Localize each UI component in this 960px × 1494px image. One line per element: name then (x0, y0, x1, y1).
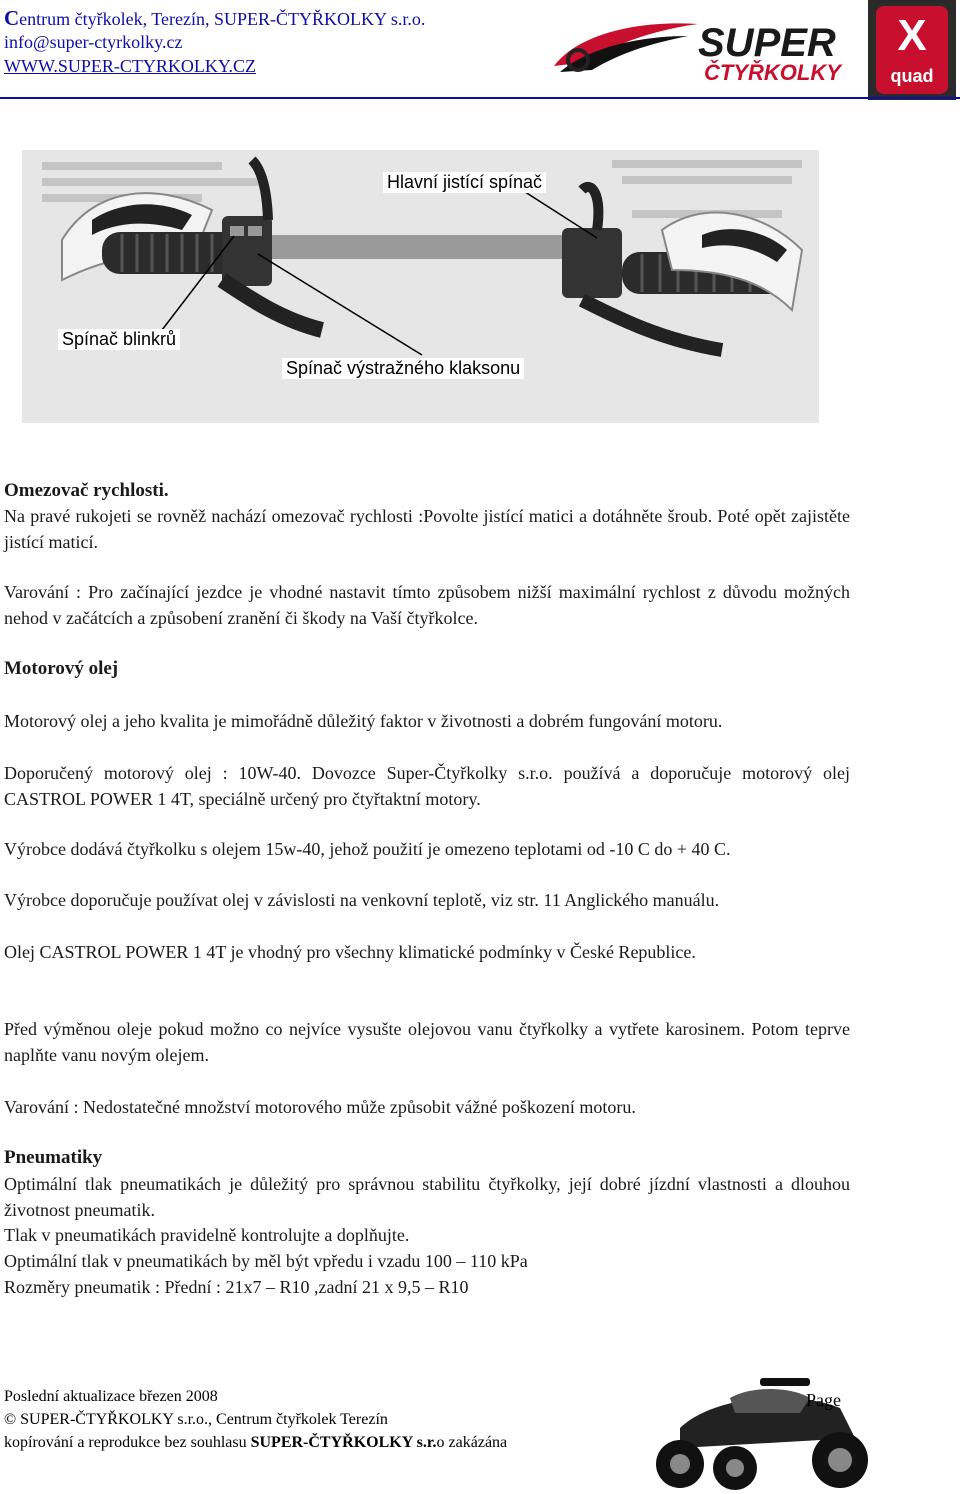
copy-notice-prefix: kopírování a reprodukce bez souhlasu (4, 1434, 251, 1451)
callout-horn-switch: Spínač výstražného klaksonu (282, 358, 524, 379)
engine-oil-quality: Motorový olej a jeho kvalita je mimořádně důležitý faktor v životnosti a dobrém fungování motoru. (4, 711, 723, 731)
callout-main-switch: Hlavní jistící spínač (383, 172, 546, 193)
footer-page-label: Page (806, 1390, 841, 1410)
logo-ctyrkolky-text: ČTYŘKOLKY (704, 60, 841, 85)
tyres-heading: Pneumatiky (4, 1147, 103, 1168)
header-divider (0, 97, 960, 99)
engine-oil-temperature: Výrobce doporučuje používat olej v závislosti na venkovní teplotě, viz str. 11 Anglického manuálu. (4, 890, 720, 910)
copyright-symbol: © (4, 1411, 17, 1428)
footer-copy-notice (4, 1434, 507, 1452)
header-email[interactable]: info@super-ctyrkolky.cz (4, 32, 183, 52)
copy-notice-suffix: o zakázána (436, 1434, 508, 1451)
engine-oil-warning: Varování : Nedostatečné množství motorového může způsobit vážné poškození motoru. (4, 1097, 636, 1117)
speed-limiter-heading: Omezovač rychlosti. (4, 480, 169, 501)
footer-copyright (4, 1411, 388, 1429)
engine-oil-heading: Motorový olej (4, 658, 119, 679)
x-quad-badge (868, 0, 956, 100)
engine-oil-recommended: Doporučený motorový olej : 10W-40. Dovozce Super-Čtyřkolky s.r.o. používá a doporučuje motorový olej CASTROL POWER 1 4T, speciálně určený pro čtyřtaktní motory. (4, 763, 850, 809)
tyres-dimensions: Rozměry pneumatik : Přední : 21x7 – R10 ,zadní 21 x 9,5 – R10 (4, 1277, 469, 1297)
badge-x-letter: X (897, 11, 927, 60)
engine-oil-factory: Výrobce dodává čtyřkolku s olejem 15w-40, jehož použití je omezeno teplotami od -10 C do + 40 C. (4, 839, 731, 859)
copyright-text: SUPER-ČTYŘKOLKY s.r.o., Centrum čtyřkolek Terezín (20, 1411, 388, 1428)
engine-oil-change: Před výměnou oleje pokud možno co nejvíce vysušte olejovou vanu čtyřkolky a vytřete karosinem. Potom teprve naplňte vanu novým olejem. (4, 1019, 850, 1065)
header-website-link[interactable]: WWW.SUPER-CTYRKOLKY.CZ (4, 56, 257, 76)
tyres-pressure-value: Optimální tlak v pneumatikách by měl být vpředu i vzadu 100 – 110 kPa (4, 1251, 528, 1271)
speed-limiter-text: Na pravé rukojeti se rovněž nachází omezovač rychlosti :Povolte jistící matici a dotáhněte šroub. Poté opět zajistěte jistící maticí. (4, 506, 850, 552)
speed-limiter-warning: Varování : Pro začínající jezdce je vhodné nastavit tímto způsobem nižší maximální rychlost z důvodu možných nehod v začátcích a způsobení zranění či škody na Vaší čtyřkolce. (4, 582, 850, 628)
logo-super-text: SUPER (698, 21, 836, 65)
tyres-check: Tlak v pneumatikách pravidelně kontrolujte a doplňujte. (4, 1225, 410, 1245)
callout-blinker-switch: Spínač blinkrů (58, 329, 180, 350)
super-ctyrkolky-logo (548, 6, 858, 90)
header-company (4, 6, 425, 31)
company-initial: C (4, 6, 20, 30)
tyres-optimal-pressure: Optimální tlak pneumatikách je důležitý pro správnou stabilitu čtyřkolky, její dobré jízdní vlastnosti a dlouhou životnost pneumatik. (4, 1174, 850, 1220)
badge-quad-text: quad (890, 66, 934, 86)
footer-updated: Poslední aktualizace březen 2008 (4, 1388, 218, 1405)
company-name: entrum čtyřkolek, Terezín, SUPER-ČTYŘKOLKY s.r.o. (19, 9, 426, 29)
handlebar-tube (272, 235, 572, 259)
right-switch-block (562, 228, 622, 298)
atv-image (640, 1368, 890, 1490)
engine-oil-castrol: Olej CASTROL POWER 1 4T je vhodný pro všechny klimatické podmínky v České Republice. (4, 942, 696, 962)
copy-notice-brand: SUPER-ČTYŘKOLKY s.r. (250, 1434, 437, 1451)
